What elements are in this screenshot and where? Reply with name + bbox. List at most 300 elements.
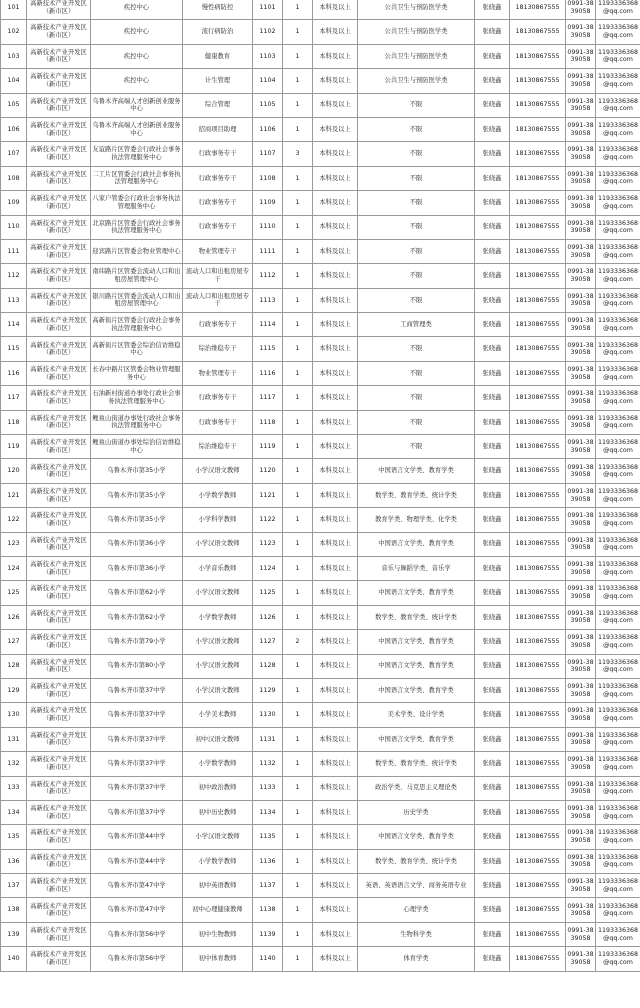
contact-person-cell: 张晓鑫 bbox=[475, 678, 510, 702]
district-cell: 高新技术产业开发区（新市区） bbox=[27, 337, 91, 361]
major-cell: 不限 bbox=[358, 288, 475, 312]
major-cell: 数学类、教育学类、统计学类 bbox=[358, 849, 475, 873]
office-phone-cell: 0991-3839058 bbox=[566, 630, 596, 654]
position-cell: 健康教育 bbox=[183, 44, 253, 68]
row-number: 122 bbox=[1, 508, 27, 532]
table-row bbox=[1, 93, 640, 117]
hire-count-cell: 1 bbox=[283, 581, 313, 605]
district-cell: 高新技术产业开发区（新市区） bbox=[27, 556, 91, 580]
table-row bbox=[1, 483, 640, 507]
position-cell: 行政事务专干 bbox=[183, 313, 253, 337]
major-cell: 不限 bbox=[358, 117, 475, 141]
district-cell: 高新技术产业开发区（新市区） bbox=[27, 435, 91, 459]
major-cell: 公共卫生与预防医学类 bbox=[358, 0, 475, 20]
district-cell: 高新技术产业开发区（新市区） bbox=[27, 386, 91, 410]
email-cell: 1193336368@qq.com bbox=[596, 117, 640, 141]
hire-count-cell: 1 bbox=[283, 93, 313, 117]
contact-person-cell: 张晓鑫 bbox=[475, 410, 510, 434]
education-cell: 本科及以上 bbox=[313, 435, 358, 459]
education-cell: 本科及以上 bbox=[313, 313, 358, 337]
major-cell: 中国语言文学类、教育学类 bbox=[358, 630, 475, 654]
table-row bbox=[1, 239, 640, 263]
table-row bbox=[1, 0, 640, 20]
hire-count-cell: 1 bbox=[283, 776, 313, 800]
table-row bbox=[1, 825, 640, 849]
district-cell: 高新技术产业开发区（新市区） bbox=[27, 752, 91, 776]
position-code-cell: 1104 bbox=[253, 69, 283, 93]
major-cell: 不限 bbox=[358, 142, 475, 166]
position-code-cell: 1133 bbox=[253, 776, 283, 800]
position-code-cell: 1120 bbox=[253, 459, 283, 483]
hire-count-cell: 1 bbox=[283, 410, 313, 434]
table-row bbox=[1, 508, 640, 532]
major-cell: 不限 bbox=[358, 264, 475, 288]
table-row bbox=[1, 191, 640, 215]
table-row bbox=[1, 117, 640, 141]
office-phone-cell: 0991-3839058 bbox=[566, 93, 596, 117]
contact-person-cell: 张晓鑫 bbox=[475, 264, 510, 288]
row-number: 126 bbox=[1, 605, 27, 629]
table-row bbox=[1, 752, 640, 776]
education-cell: 本科及以上 bbox=[313, 849, 358, 873]
hire-count-cell: 1 bbox=[283, 727, 313, 751]
row-number: 105 bbox=[1, 93, 27, 117]
position-cell: 综合管理 bbox=[183, 93, 253, 117]
row-number: 119 bbox=[1, 435, 27, 459]
education-cell: 本科及以上 bbox=[313, 678, 358, 702]
education-cell: 本科及以上 bbox=[313, 776, 358, 800]
email-cell: 1193336368@qq.com bbox=[596, 337, 640, 361]
district-cell: 高新技术产业开发区（新市区） bbox=[27, 508, 91, 532]
major-cell: 体育学类 bbox=[358, 947, 475, 971]
office-phone-cell: 0991-3839058 bbox=[566, 20, 596, 44]
district-cell: 高新技术产业开发区（新市区） bbox=[27, 0, 91, 20]
education-cell: 本科及以上 bbox=[313, 386, 358, 410]
hire-count-cell: 1 bbox=[283, 44, 313, 68]
row-number: 102 bbox=[1, 20, 27, 44]
contact-person-cell: 张晓鑫 bbox=[475, 435, 510, 459]
major-cell: 生物科学类 bbox=[358, 922, 475, 946]
table-row bbox=[1, 142, 640, 166]
district-cell: 高新技术产业开发区（新市区） bbox=[27, 483, 91, 507]
unit-cell: 乌鲁木齐市第37中学 bbox=[91, 703, 183, 727]
mobile-phone-cell: 18130867555 bbox=[510, 922, 566, 946]
email-cell: 1193336368@qq.com bbox=[596, 581, 640, 605]
email-cell: 1193336368@qq.com bbox=[596, 849, 640, 873]
office-phone-cell: 0991-3839058 bbox=[566, 654, 596, 678]
contact-person-cell: 张晓鑫 bbox=[475, 166, 510, 190]
mobile-phone-cell: 18130867555 bbox=[510, 93, 566, 117]
unit-cell: 鲤鱼山街道办事处综治信访维稳中心 bbox=[91, 435, 183, 459]
position-code-cell: 1102 bbox=[253, 20, 283, 44]
email-cell: 1193336368@qq.com bbox=[596, 215, 640, 239]
education-cell: 本科及以上 bbox=[313, 605, 358, 629]
email-cell: 1193336368@qq.com bbox=[596, 410, 640, 434]
district-cell: 高新技术产业开发区（新市区） bbox=[27, 727, 91, 751]
mobile-phone-cell: 18130867555 bbox=[510, 800, 566, 824]
district-cell: 高新技术产业开发区（新市区） bbox=[27, 142, 91, 166]
office-phone-cell: 0991-3839058 bbox=[566, 605, 596, 629]
mobile-phone-cell: 18130867555 bbox=[510, 483, 566, 507]
position-code-cell: 1136 bbox=[253, 849, 283, 873]
email-cell: 1193336368@qq.com bbox=[596, 874, 640, 898]
hire-count-cell: 1 bbox=[283, 922, 313, 946]
table-row bbox=[1, 922, 640, 946]
email-cell: 1193336368@qq.com bbox=[596, 825, 640, 849]
row-number: 104 bbox=[1, 69, 27, 93]
office-phone-cell: 0991-3839058 bbox=[566, 678, 596, 702]
office-phone-cell: 0991-3839058 bbox=[566, 191, 596, 215]
table-row bbox=[1, 386, 640, 410]
position-cell: 小学美术教师 bbox=[183, 703, 253, 727]
table-row bbox=[1, 703, 640, 727]
email-cell: 1193336368@qq.com bbox=[596, 800, 640, 824]
office-phone-cell: 0991-3839058 bbox=[566, 337, 596, 361]
district-cell: 高新技术产业开发区（新市区） bbox=[27, 69, 91, 93]
contact-person-cell: 张晓鑫 bbox=[475, 69, 510, 93]
table-row bbox=[1, 605, 640, 629]
unit-cell: 二工片区管委会行政社会事务执法管理服务中心 bbox=[91, 166, 183, 190]
contact-person-cell: 张晓鑫 bbox=[475, 288, 510, 312]
education-cell: 本科及以上 bbox=[313, 459, 358, 483]
row-number: 107 bbox=[1, 142, 27, 166]
office-phone-cell: 0991-3839058 bbox=[566, 532, 596, 556]
hire-count-cell: 1 bbox=[283, 898, 313, 922]
unit-cell: 鲤鱼山街道办事处行政社会事务执法管理服务中心 bbox=[91, 410, 183, 434]
position-cell: 物业管理专干 bbox=[183, 239, 253, 263]
email-cell: 1193336368@qq.com bbox=[596, 459, 640, 483]
office-phone-cell: 0991-3839058 bbox=[566, 386, 596, 410]
mobile-phone-cell: 18130867555 bbox=[510, 898, 566, 922]
position-cell: 行政事务专干 bbox=[183, 191, 253, 215]
table-row bbox=[1, 654, 640, 678]
contact-person-cell: 张晓鑫 bbox=[475, 313, 510, 337]
contact-person-cell: 张晓鑫 bbox=[475, 459, 510, 483]
district-cell: 高新技术产业开发区（新市区） bbox=[27, 361, 91, 385]
contact-person-cell: 张晓鑫 bbox=[475, 898, 510, 922]
contact-person-cell: 张晓鑫 bbox=[475, 800, 510, 824]
email-cell: 1193336368@qq.com bbox=[596, 288, 640, 312]
unit-cell: 八家户管委会行政社会事务执法管理服务中心 bbox=[91, 191, 183, 215]
row-number: 116 bbox=[1, 361, 27, 385]
email-cell: 1193336368@qq.com bbox=[596, 69, 640, 93]
unit-cell: 石油新村街道办事处行政社会事务执法管理服务中心 bbox=[91, 386, 183, 410]
major-cell: 公共卫生与预防医学类 bbox=[358, 20, 475, 44]
contact-person-cell: 张晓鑫 bbox=[475, 239, 510, 263]
contact-person-cell: 张晓鑫 bbox=[475, 922, 510, 946]
hire-count-cell: 1 bbox=[283, 313, 313, 337]
table-row bbox=[1, 313, 640, 337]
mobile-phone-cell: 18130867555 bbox=[510, 215, 566, 239]
education-cell: 本科及以上 bbox=[313, 898, 358, 922]
position-code-cell: 1109 bbox=[253, 191, 283, 215]
district-cell: 高新技术产业开发区（新市区） bbox=[27, 849, 91, 873]
district-cell: 高新技术产业开发区（新市区） bbox=[27, 800, 91, 824]
hire-count-cell: 3 bbox=[283, 142, 313, 166]
office-phone-cell: 0991-3839058 bbox=[566, 752, 596, 776]
contact-person-cell: 张晓鑫 bbox=[475, 825, 510, 849]
district-cell: 高新技术产业开发区（新市区） bbox=[27, 630, 91, 654]
education-cell: 本科及以上 bbox=[313, 703, 358, 727]
office-phone-cell: 0991-3839058 bbox=[566, 727, 596, 751]
education-cell: 本科及以上 bbox=[313, 337, 358, 361]
row-number: 136 bbox=[1, 849, 27, 873]
email-cell: 1193336368@qq.com bbox=[596, 556, 640, 580]
position-cell: 流动人口和出租房屋专干 bbox=[183, 288, 253, 312]
district-cell: 高新技术产业开发区（新市区） bbox=[27, 44, 91, 68]
row-number: 115 bbox=[1, 337, 27, 361]
major-cell: 不限 bbox=[358, 337, 475, 361]
mobile-phone-cell: 18130867555 bbox=[510, 191, 566, 215]
office-phone-cell: 0991-3839058 bbox=[566, 800, 596, 824]
mobile-phone-cell: 18130867555 bbox=[510, 313, 566, 337]
position-code-cell: 1140 bbox=[253, 947, 283, 971]
table-row bbox=[1, 849, 640, 873]
email-cell: 1193336368@qq.com bbox=[596, 654, 640, 678]
contact-person-cell: 张晓鑫 bbox=[475, 776, 510, 800]
district-cell: 高新技术产业开发区（新市区） bbox=[27, 93, 91, 117]
contact-person-cell: 张晓鑫 bbox=[475, 386, 510, 410]
hire-count-cell: 1 bbox=[283, 800, 313, 824]
position-cell: 初中体育教师 bbox=[183, 947, 253, 971]
major-cell: 不限 bbox=[358, 215, 475, 239]
mobile-phone-cell: 18130867555 bbox=[510, 166, 566, 190]
position-cell: 慢性病防控 bbox=[183, 0, 253, 20]
table-row bbox=[1, 361, 640, 385]
row-number: 108 bbox=[1, 166, 27, 190]
major-cell: 历史学类 bbox=[358, 800, 475, 824]
unit-cell: 乌鲁木齐市第36小学 bbox=[91, 556, 183, 580]
major-cell: 工商管理类 bbox=[358, 313, 475, 337]
mobile-phone-cell: 18130867555 bbox=[510, 142, 566, 166]
hire-count-cell: 1 bbox=[283, 191, 313, 215]
position-code-cell: 1113 bbox=[253, 288, 283, 312]
office-phone-cell: 0991-3839058 bbox=[566, 44, 596, 68]
district-cell: 高新技术产业开发区（新市区） bbox=[27, 313, 91, 337]
table-row bbox=[1, 581, 640, 605]
district-cell: 高新技术产业开发区（新市区） bbox=[27, 239, 91, 263]
education-cell: 本科及以上 bbox=[313, 630, 358, 654]
mobile-phone-cell: 18130867555 bbox=[510, 435, 566, 459]
row-number: 117 bbox=[1, 386, 27, 410]
position-code-cell: 1123 bbox=[253, 532, 283, 556]
email-cell: 1193336368@qq.com bbox=[596, 239, 640, 263]
mobile-phone-cell: 18130867555 bbox=[510, 20, 566, 44]
unit-cell: 乌鲁木齐市第56中学 bbox=[91, 947, 183, 971]
district-cell: 高新技术产业开发区（新市区） bbox=[27, 264, 91, 288]
unit-cell: 乌鲁木齐高端人才创新创业服务中心 bbox=[91, 93, 183, 117]
email-cell: 1193336368@qq.com bbox=[596, 264, 640, 288]
district-cell: 高新技术产业开发区（新市区） bbox=[27, 215, 91, 239]
hire-count-cell: 1 bbox=[283, 361, 313, 385]
row-number: 131 bbox=[1, 727, 27, 751]
major-cell: 不限 bbox=[358, 166, 475, 190]
mobile-phone-cell: 18130867555 bbox=[510, 264, 566, 288]
email-cell: 1193336368@qq.com bbox=[596, 142, 640, 166]
office-phone-cell: 0991-3839058 bbox=[566, 825, 596, 849]
contact-person-cell: 张晓鑫 bbox=[475, 605, 510, 629]
district-cell: 高新技术产业开发区（新市区） bbox=[27, 654, 91, 678]
table-row bbox=[1, 410, 640, 434]
email-cell: 1193336368@qq.com bbox=[596, 166, 640, 190]
office-phone-cell: 0991-3839058 bbox=[566, 776, 596, 800]
email-cell: 1193336368@qq.com bbox=[596, 947, 640, 971]
contact-person-cell: 张晓鑫 bbox=[475, 142, 510, 166]
hire-count-cell: 1 bbox=[283, 532, 313, 556]
table-row bbox=[1, 947, 640, 971]
position-cell: 初中心理健康教师 bbox=[183, 898, 253, 922]
mobile-phone-cell: 18130867555 bbox=[510, 532, 566, 556]
mobile-phone-cell: 18130867555 bbox=[510, 288, 566, 312]
unit-cell: 乌鲁木齐市第35小学 bbox=[91, 459, 183, 483]
contact-person-cell: 张晓鑫 bbox=[475, 20, 510, 44]
education-cell: 本科及以上 bbox=[313, 532, 358, 556]
contact-person-cell: 张晓鑫 bbox=[475, 654, 510, 678]
district-cell: 高新技术产业开发区（新市区） bbox=[27, 678, 91, 702]
education-cell: 本科及以上 bbox=[313, 922, 358, 946]
row-number: 120 bbox=[1, 459, 27, 483]
email-cell: 1193336368@qq.com bbox=[596, 752, 640, 776]
education-cell: 本科及以上 bbox=[313, 556, 358, 580]
education-cell: 本科及以上 bbox=[313, 166, 358, 190]
office-phone-cell: 0991-3839058 bbox=[566, 166, 596, 190]
position-cell: 小学数学教师 bbox=[183, 849, 253, 873]
major-cell: 公共卫生与预防医学类 bbox=[358, 44, 475, 68]
position-cell: 小学汉语文教师 bbox=[183, 825, 253, 849]
hire-count-cell: 1 bbox=[283, 654, 313, 678]
position-code-cell: 1124 bbox=[253, 556, 283, 580]
position-cell: 小学数学教师 bbox=[183, 605, 253, 629]
position-cell: 小学数学教师 bbox=[183, 483, 253, 507]
position-cell: 小学汉语文教师 bbox=[183, 654, 253, 678]
hire-count-cell: 1 bbox=[283, 264, 313, 288]
row-number: 140 bbox=[1, 947, 27, 971]
education-cell: 本科及以上 bbox=[313, 44, 358, 68]
education-cell: 本科及以上 bbox=[313, 117, 358, 141]
row-number: 138 bbox=[1, 898, 27, 922]
position-code-cell: 1137 bbox=[253, 874, 283, 898]
district-cell: 高新技术产业开发区（新市区） bbox=[27, 410, 91, 434]
email-cell: 1193336368@qq.com bbox=[596, 532, 640, 556]
education-cell: 本科及以上 bbox=[313, 825, 358, 849]
unit-cell: 高新街片区管委会综治信访维稳中心 bbox=[91, 337, 183, 361]
office-phone-cell: 0991-3839058 bbox=[566, 215, 596, 239]
table-body bbox=[1, 0, 640, 971]
unit-cell: 乌鲁木齐市第37中学 bbox=[91, 678, 183, 702]
position-code-cell: 1131 bbox=[253, 727, 283, 751]
unit-cell: 乌鲁木齐市第37中学 bbox=[91, 727, 183, 751]
row-number: 106 bbox=[1, 117, 27, 141]
education-cell: 本科及以上 bbox=[313, 142, 358, 166]
position-code-cell: 1106 bbox=[253, 117, 283, 141]
position-cell: 初中英语教师 bbox=[183, 874, 253, 898]
major-cell: 不限 bbox=[358, 435, 475, 459]
office-phone-cell: 0991-3839058 bbox=[566, 117, 596, 141]
major-cell: 不限 bbox=[358, 93, 475, 117]
major-cell: 数学类、教育学类、统计学类 bbox=[358, 752, 475, 776]
table-row bbox=[1, 166, 640, 190]
row-number: 109 bbox=[1, 191, 27, 215]
hire-count-cell: 1 bbox=[283, 435, 313, 459]
hire-count-cell: 1 bbox=[283, 874, 313, 898]
email-cell: 1193336368@qq.com bbox=[596, 922, 640, 946]
email-cell: 1193336368@qq.com bbox=[596, 435, 640, 459]
office-phone-cell: 0991-3839058 bbox=[566, 239, 596, 263]
education-cell: 本科及以上 bbox=[313, 69, 358, 93]
mobile-phone-cell: 18130867555 bbox=[510, 776, 566, 800]
table-row bbox=[1, 800, 640, 824]
table-row bbox=[1, 459, 640, 483]
hire-count-cell: 1 bbox=[283, 752, 313, 776]
district-cell: 高新技术产业开发区（新市区） bbox=[27, 117, 91, 141]
major-cell: 中国语言文学类、教育学类 bbox=[358, 532, 475, 556]
education-cell: 本科及以上 bbox=[313, 93, 358, 117]
table-row bbox=[1, 776, 640, 800]
major-cell: 教育学类、物理学类、化学类 bbox=[358, 508, 475, 532]
district-cell: 高新技术产业开发区（新市区） bbox=[27, 947, 91, 971]
district-cell: 高新技术产业开发区（新市区） bbox=[27, 20, 91, 44]
position-cell: 行政事务专干 bbox=[183, 166, 253, 190]
position-code-cell: 1107 bbox=[253, 142, 283, 166]
office-phone-cell: 0991-3839058 bbox=[566, 361, 596, 385]
major-cell: 中国语言文学类、教育学类 bbox=[358, 678, 475, 702]
email-cell: 1193336368@qq.com bbox=[596, 508, 640, 532]
office-phone-cell: 0991-3839058 bbox=[566, 947, 596, 971]
table-row bbox=[1, 874, 640, 898]
email-cell: 1193336368@qq.com bbox=[596, 0, 640, 20]
contact-person-cell: 张晓鑫 bbox=[475, 483, 510, 507]
unit-cell: 乌鲁木齐市第37中学 bbox=[91, 752, 183, 776]
unit-cell: 乌鲁木齐市第47中学 bbox=[91, 898, 183, 922]
position-cell: 初中生物教师 bbox=[183, 922, 253, 946]
position-code-cell: 1138 bbox=[253, 898, 283, 922]
education-cell: 本科及以上 bbox=[313, 874, 358, 898]
row-number: 129 bbox=[1, 678, 27, 702]
hire-count-cell: 1 bbox=[283, 508, 313, 532]
position-code-cell: 1115 bbox=[253, 337, 283, 361]
major-cell: 中国语言文学类、教育学类 bbox=[358, 825, 475, 849]
mobile-phone-cell: 18130867555 bbox=[510, 0, 566, 20]
hire-count-cell: 1 bbox=[283, 288, 313, 312]
row-number: 135 bbox=[1, 825, 27, 849]
email-cell: 1193336368@qq.com bbox=[596, 776, 640, 800]
hire-count-cell: 1 bbox=[283, 703, 313, 727]
position-code-cell: 1119 bbox=[253, 435, 283, 459]
position-cell: 行政事务专干 bbox=[183, 386, 253, 410]
contact-person-cell: 张晓鑫 bbox=[475, 532, 510, 556]
education-cell: 本科及以上 bbox=[313, 752, 358, 776]
unit-cell: 乌鲁木齐市第35小学 bbox=[91, 483, 183, 507]
email-cell: 1193336368@qq.com bbox=[596, 678, 640, 702]
mobile-phone-cell: 18130867555 bbox=[510, 654, 566, 678]
unit-cell: 疾控中心 bbox=[91, 0, 183, 20]
contact-person-cell: 张晓鑫 bbox=[475, 508, 510, 532]
position-code-cell: 1132 bbox=[253, 752, 283, 776]
mobile-phone-cell: 18130867555 bbox=[510, 727, 566, 751]
position-code-cell: 1117 bbox=[253, 386, 283, 410]
unit-cell: 长春中路片区管委会物业管理服务中心 bbox=[91, 361, 183, 385]
unit-cell: 乌鲁木齐市第56中学 bbox=[91, 922, 183, 946]
office-phone-cell: 0991-3839058 bbox=[566, 581, 596, 605]
major-cell: 美术学类、设计学类 bbox=[358, 703, 475, 727]
major-cell: 音乐与舞蹈学类、音乐学 bbox=[358, 556, 475, 580]
major-cell: 中国语言文学类、教育学类 bbox=[358, 654, 475, 678]
district-cell: 高新技术产业开发区（新市区） bbox=[27, 874, 91, 898]
education-cell: 本科及以上 bbox=[313, 191, 358, 215]
email-cell: 1193336368@qq.com bbox=[596, 386, 640, 410]
row-number: 110 bbox=[1, 215, 27, 239]
position-cell: 小学汉语文教师 bbox=[183, 581, 253, 605]
